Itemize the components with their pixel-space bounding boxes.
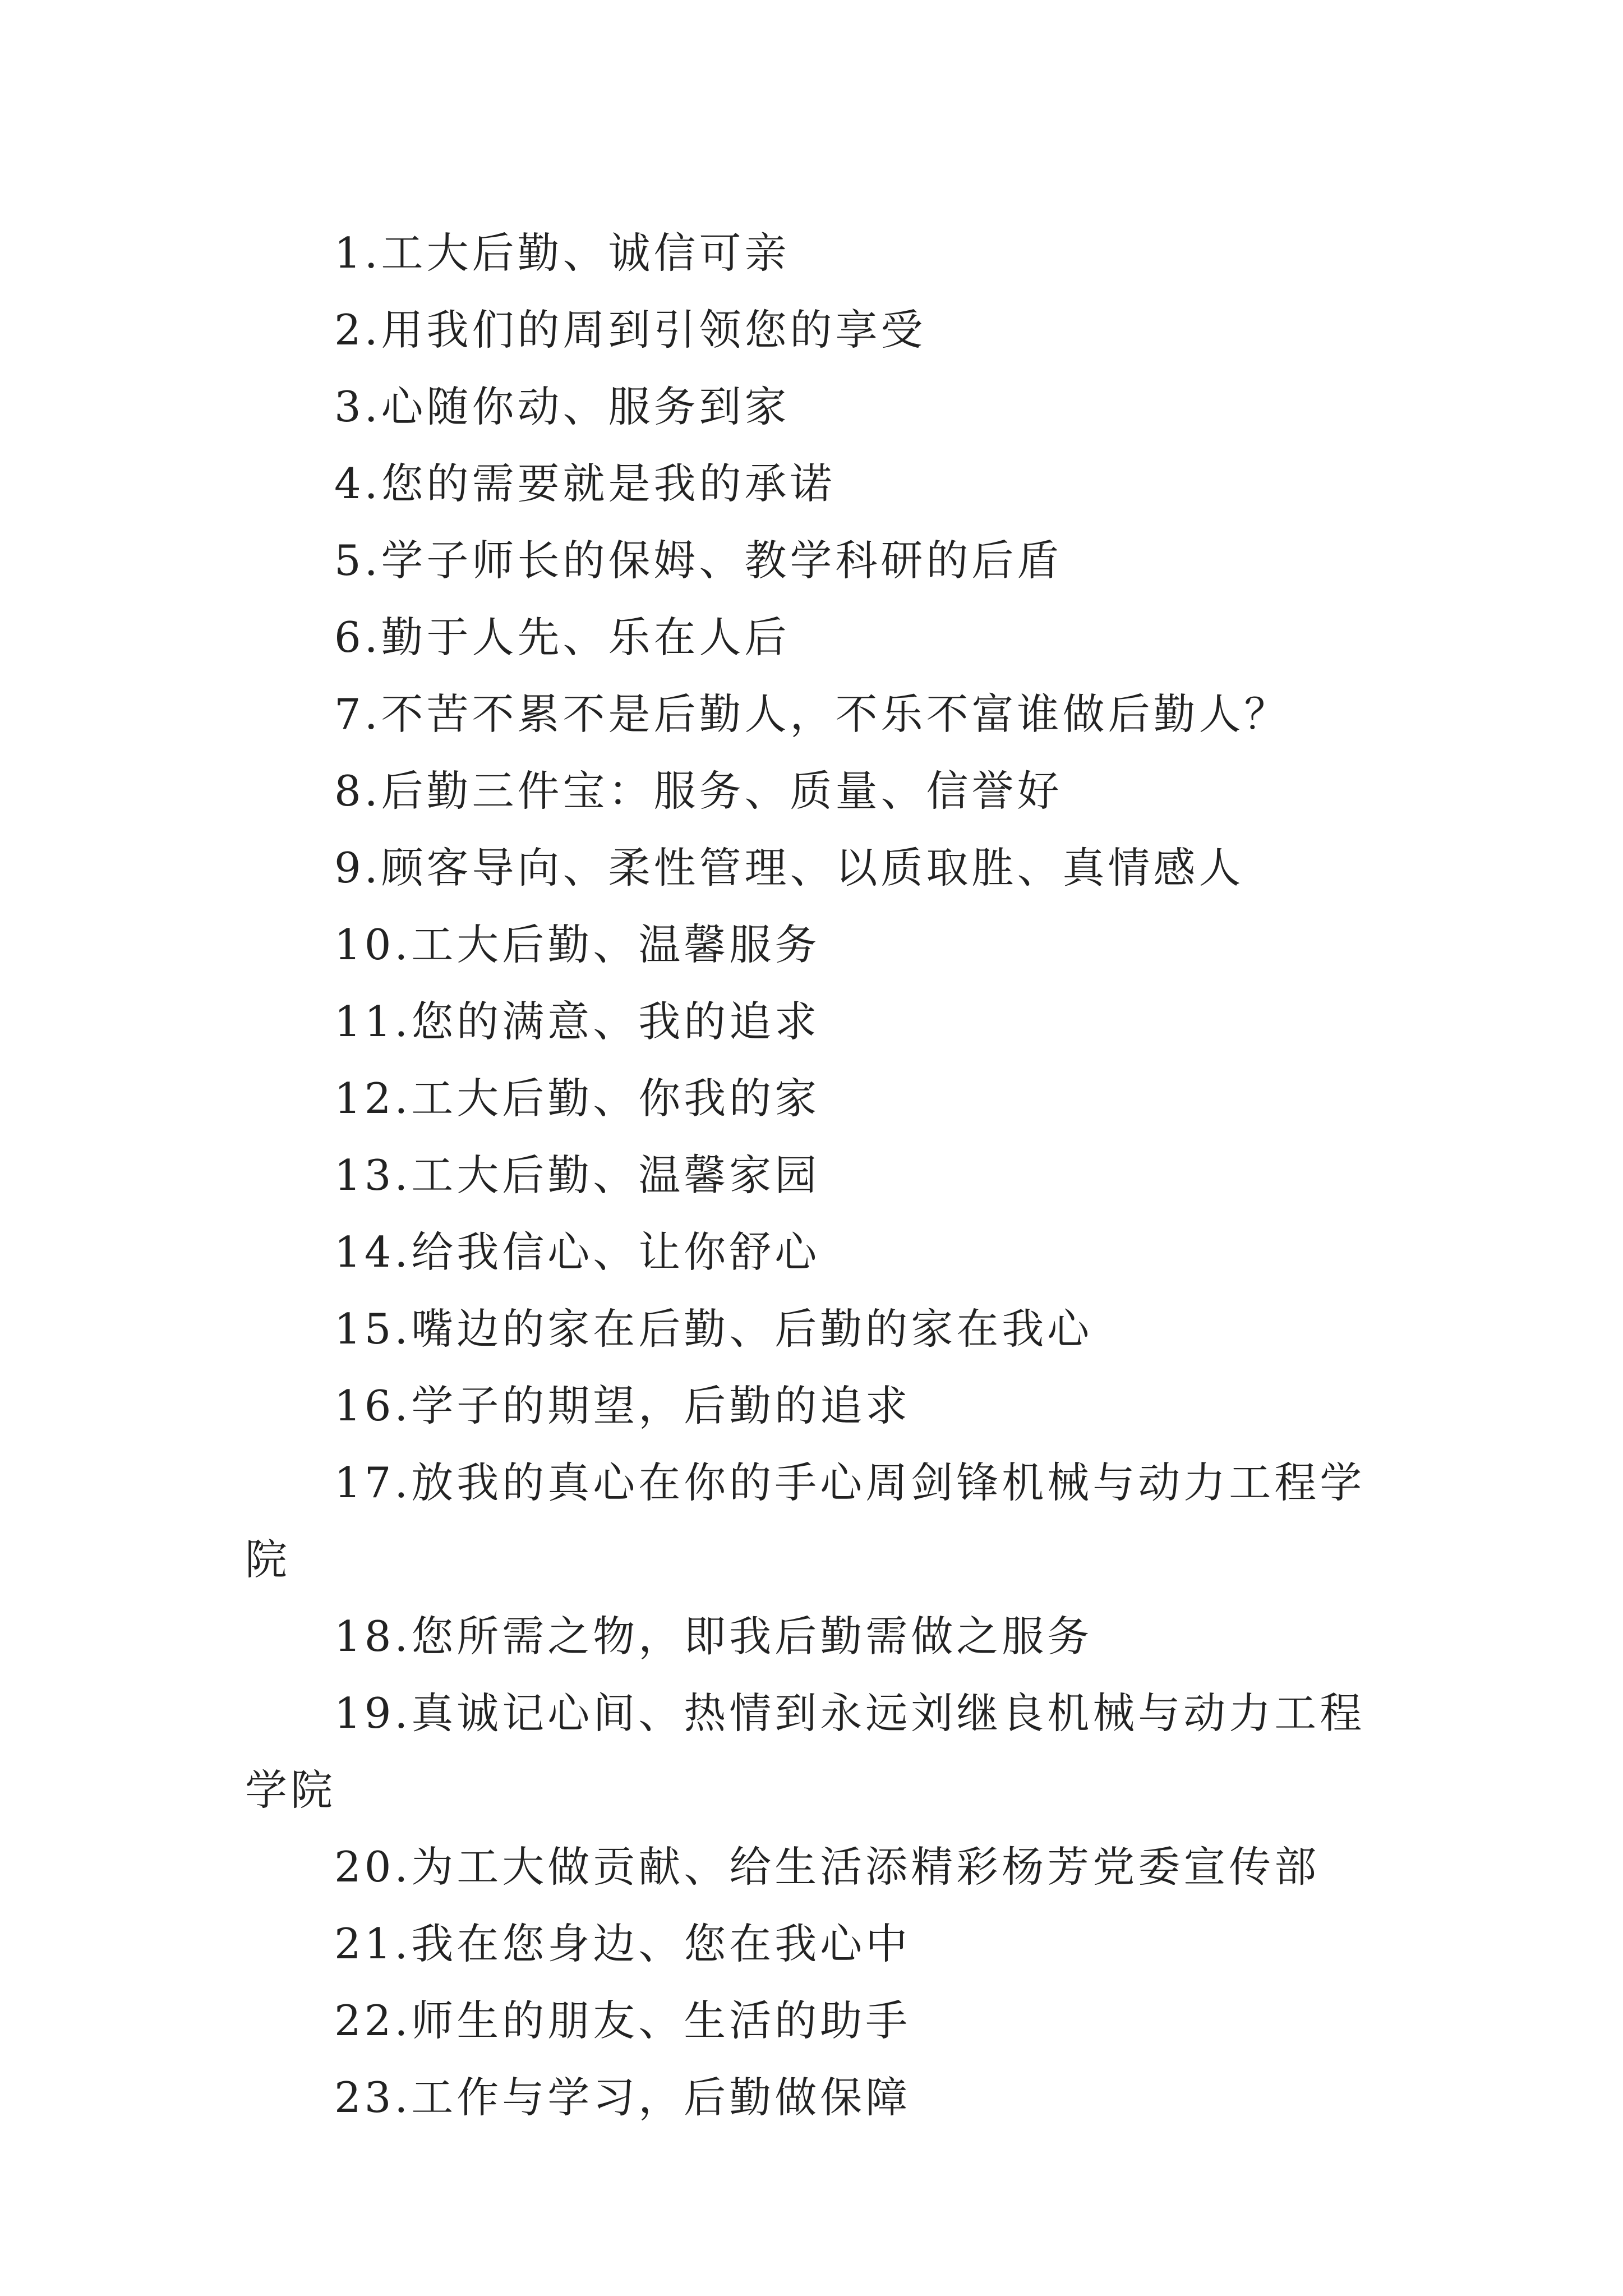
list-item: 1.工大后勤、诚信可亲 <box>334 228 790 278</box>
list-item: 7.不苦不累不是后勤人，不乐不富谁做后勤人？ <box>334 689 1290 739</box>
list-item: 5.学子师长的保姆、教学科研的后盾 <box>334 536 1063 585</box>
list-item: 11.您的满意、我的追求 <box>334 997 820 1046</box>
list-item: 21.我在您身边、您在我心中 <box>334 1919 911 1968</box>
list-item: 13.工大后勤、温馨家园 <box>334 1151 820 1200</box>
list-item: 12.工大后勤、你我的家 <box>334 1074 820 1123</box>
slogan-list <box>245 215 1395 2136</box>
list-item: 2.用我们的周到引领您的享受 <box>334 305 926 355</box>
list-item: 15.嘴边的家在后勤、后勤的家在我心 <box>334 1304 1093 1354</box>
list-item: 22.师生的朋友、生活的助手 <box>334 1996 911 2045</box>
list-item: 8.后勤三件宝：服务、质量、信誉好 <box>334 766 1063 816</box>
list-item: 4.您的需要就是我的承诺 <box>334 459 836 508</box>
list-item: 20.为工大做贡献、给生活添精彩杨芳党委宣传部 <box>334 1842 1320 1892</box>
list-item: 19.真诚记心间、热情到永远刘继良机械与动力工程学院 <box>245 1688 1366 1815</box>
list-item: 16.学子的期望，后勤的追求 <box>334 1381 911 1430</box>
list-item: 23.工作与学习，后勤做保障 <box>334 2073 911 2122</box>
list-item: 3.心随你动、服务到家 <box>334 382 790 431</box>
list-item: 6.勤于人先、乐在人后 <box>334 613 790 662</box>
list-item: 17.放我的真心在你的手心周剑锋机械与动力工程学院 <box>245 1458 1366 1584</box>
list-item: 14.给我信心、让你舒心 <box>334 1227 820 1277</box>
list-item: 18.您所需之物，即我后勤需做之服务 <box>334 1612 1093 1661</box>
list-item: 9.顾客导向、柔性管理、以质取胜、真情感人 <box>334 843 1244 892</box>
list-item: 10.工大后勤、温馨服务 <box>334 920 820 969</box>
